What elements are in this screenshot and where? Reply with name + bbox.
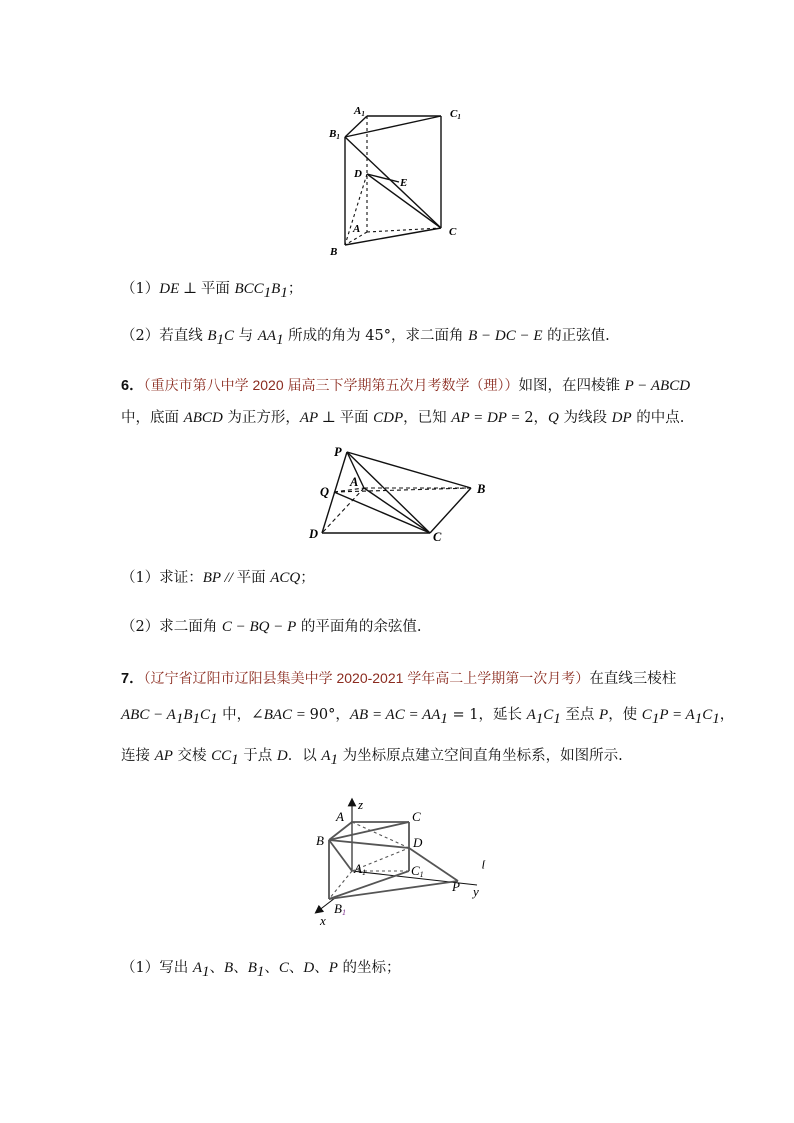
q6-source: （重庆市第八中学 2020 届高三下学期第五次月考数学（理）） xyxy=(143,377,519,393)
q5-part2: （2）若直线 $B_1C$ 与 $AA_1$ 所成的角为 45°，求二面角 B − DC − E 的正弦值. xyxy=(121,328,610,348)
label-C1: C1 xyxy=(450,108,461,121)
edge-CB xyxy=(430,488,471,533)
q5-part1: （1）DE ⊥ 平面 $BCC_1B_1$； xyxy=(121,281,303,301)
edge-AD xyxy=(352,822,409,848)
q6-part2: （2）求二面角 C − BQ − P 的平面角的余弦值. xyxy=(121,619,422,635)
label-C: C xyxy=(412,809,421,824)
q7-line2: ABC − $A_1B_1C_1$ 中，∠BAC = 90°，AB = AC = $AA_1 = 1$，延长 $A_1C_1$ 至点 P，使 $C_1P = A_1C_1$， xyxy=(121,707,735,727)
label-C1: C1 xyxy=(411,863,424,879)
label-A1: A1 xyxy=(354,105,365,118)
figure-pyramid xyxy=(300,440,500,548)
label-B1: B1 xyxy=(334,901,346,917)
q7-part1: （1）写出 $A_1$、B、$B_1$、C、D、P 的坐标； xyxy=(121,960,401,980)
q7-source: （辽宁省辽阳市辽阳县集美中学 2020-2021 学年高二上学期第一次月考） xyxy=(143,670,590,686)
label-C: C xyxy=(449,226,457,238)
edge-QC xyxy=(334,492,430,533)
edge-B1C1 xyxy=(345,116,441,137)
label-D: D xyxy=(413,835,423,850)
label-y: y xyxy=(473,884,479,899)
edge-B1C1 xyxy=(329,871,409,899)
label-z: z xyxy=(358,797,364,812)
label-A: A xyxy=(350,475,359,489)
label-C: C xyxy=(433,530,442,544)
label-B: B xyxy=(316,833,324,848)
label-B: B xyxy=(477,482,486,496)
q6-line1: 6．（重庆市第八中学 2020 届高三下学期第五次月考数学（理））如图，在四棱锥 P − ABCD xyxy=(121,377,691,394)
label-x: x xyxy=(320,913,326,928)
label-Q: Q xyxy=(320,485,330,499)
q7-line1: 7．（辽宁省辽阳市辽阳县集美中学 2020-2021 学年高二上学期第一次月考）在直线三棱柱 xyxy=(121,670,677,687)
label-A1: A1 xyxy=(354,861,366,877)
edge-AC xyxy=(364,488,430,533)
q6-line2: 中，底面 ABCD 为正方形，AP ⊥ 平面 CDP，已知 AP = DP = 2，Q 为线段 DP 的中点. xyxy=(121,410,685,426)
label-A: A xyxy=(353,223,361,235)
label-B1: B1 xyxy=(329,128,340,141)
edge-BA1 xyxy=(329,840,352,871)
q7-line3: 连接 AP 交棱 $CC_1$ 于点 D．以 $A_1$ 为坐标原点建立空间直角坐标系，如图所示. xyxy=(121,748,623,768)
edge-BD xyxy=(329,840,409,848)
label-D: D xyxy=(309,527,319,541)
label-P: P xyxy=(452,879,460,894)
q6-part1: （1）求证：BP // 平面 ACQ； xyxy=(121,570,315,586)
edge-B1C xyxy=(345,137,441,228)
edge-B1A1 xyxy=(345,116,367,137)
label-A: A xyxy=(336,809,344,824)
label-P: P xyxy=(334,445,342,459)
edge-B1P xyxy=(329,881,458,899)
label-stray-bracket: [ xyxy=(482,859,485,869)
figure-coordinate-prism xyxy=(305,795,505,930)
label-B: B xyxy=(330,246,338,258)
label-D: D xyxy=(354,168,362,180)
label-E: E xyxy=(400,177,408,189)
figure-prism-1 xyxy=(320,100,470,260)
axis-x xyxy=(318,898,335,911)
